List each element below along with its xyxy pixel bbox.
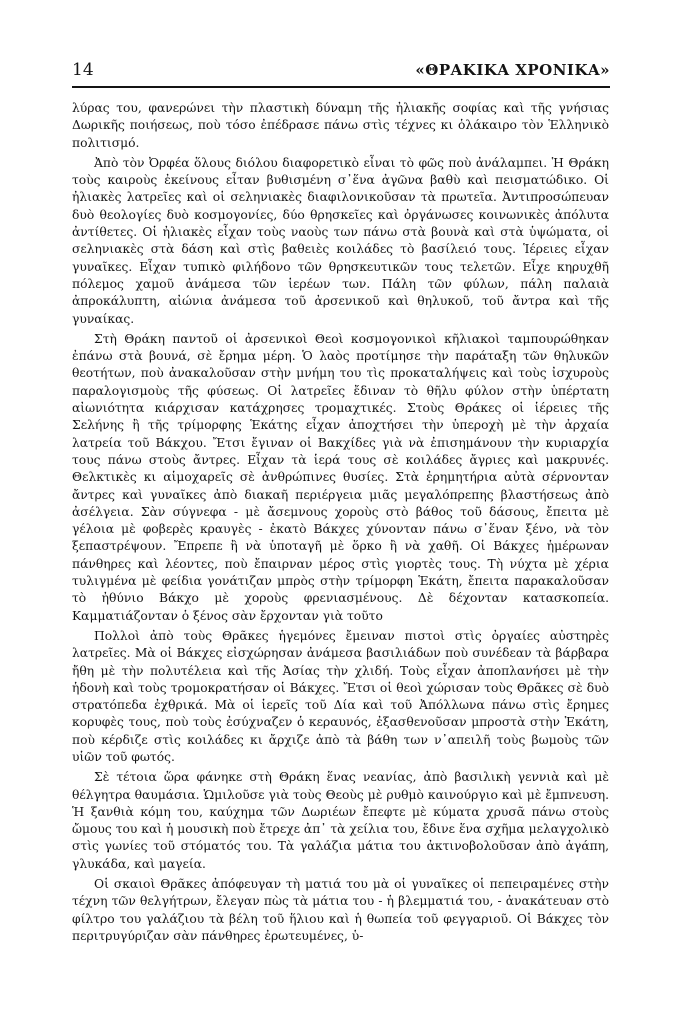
paragraph: Ἀπὸ τὸν Ὀρφέα ὅλους διόλου διαφορετικὸ εἶναι τὸ φῶς ποὺ ἀνάλαμπει. Ἡ Θράκη τοὺς καιροὺς ἐκείνους εἶταν βυθισμένη σ᾿ἕνα ἀγῶνα βαθὺ καὶ πεισματώδικο. Οἱ ἠλιακὲς λατρεῖες καὶ οἱ σεληνιακὲς διαφιλονικοῦσαν τὰ πρωτεῖα. Ἀντιπροσώπευαν δυὸ θεολογίες δυὸ κοσμογονίες, δύο θρησκεῖες καὶ ὀργάνωσες κοινωνικὲς ἀπόλυτα ἀντίθετες. Οἱ ἠλιακὲς εἶχαν τοὺς ναοὺς των πάνω στὰ βουνὰ καὶ στὰ ὑψώματα, οἱ σεληνιακὲς στὰ δάση καὶ στὶς βαθειὲς κοιλάδες τὸ βασίλειό τους. Ἱέρειες εἶχαν γυναῖκες. Εἶχαν τυπικὸ φιλήδονο τῶν θρησκευτικῶν τους τελετῶν. Εἶχε κηρυχθῆ πόλεμος χαμοῦ ἀνάμεσα τῶν ἱερέων των. Πάλη τῶν φύλων, πάλη παλαιὰ ἀπροκάλυπτη, αἰώνια ἀνάμεσα τοῦ ἀρσενικοῦ καὶ θηλυκοῦ, τοῦ ἄντρα καὶ τῆς γυναίκας. [72,155,609,326]
paragraph: Στὴ Θράκη παντοῦ οἱ ἀρσενικοὶ Θεοὶ κοσμογονικοὶ κῆλιακοὶ ταμπουρώθηκαν ἐπάνω στὰ βουνά, σὲ ἔρημα μέρη. Ὁ λαὸς προτίμησε τὴν παράταξη τῶν θηλυκῶν θεοτήτων, ποὺ ἀνακαλοῦσαν στὴν μνήμη του τὶς προκαταλήψεις καὶ τοὺς ἰσχυροὺς παραλογισμοὺς τῆς φύσεως. Οἱ λατρεῖες ἔδιναν τὸ θῆλυ φύλον στὴν ὑπέρτατη αἰωνιότητα κιάρχισαν κατάχρησες τρομαχτικές. Στοὺς Θράκες οἱ ἱέρειες τῆς Σελήνης ἢ τῆς τρίμορφης Ἑκάτης εἶχαν ἀποχτήσει τὴν ὑπεροχὴ μὲ τὴν ἀρχαία λατρεία τοῦ Βάκχου. Ἔτσι ἔγιναν οἱ Βακχίδες γιὰ νὰ ἐπισημάνουν τὴν κυριαρχία τους πάνω στοὺς ἄντρες. Εἶχαν τὰ ἱερά τους σὲ κοιλάδες ἄγριες καὶ μακρυνές. Θελκτικὲς κι αἱμοχαρεῖς σὲ ἀνθρώπινες θυσίες. Στὰ ἐρημητήρια αὐτὰ σέρνονταν ἄντρες καὶ γυναῖκες ἀπὸ διακαῆ περιέργεια μιᾶς μεγαλόπρεπης βλαστήσεως ἀπὸ ἀσέλγεια. Σὰν σύγνεφα - μὲ ἄσεμνους χοροὺς στὸ βάθος τοῦ δάσους, ἔπειτα μὲ γέλοια μὲ φοβερὲς κραυγὲς - ἐκατὸ Βάκχες χύνονταν πάνω σ᾿ἕναν ξένο, νὰ τὸν ξεπαστρέψουν. Ἔπρεπε ἢ νὰ ὑποταγῆ μὲ ὅρκο ἢ νὰ χαθῆ. Οἱ Βάκχες ἡμέρωναν πάνθηρες καὶ λέοντες, ποὺ ἔπαιρναν μέρος στὶς γιορτὲς τους. Τὴ νύχτα μὲ χέρια τυλιγμένα μὲ φείδια γονάτιζαν μπρὸς στὴν τρίμορφη Ἑκάτη, ἔπειτα παρακαλοῦσαν τὸ ἠθύνιο Βάκχο μὲ χοροὺς φρενιασμένους. Δὲ δέχονταν κατασκοπεία. Καμματιάζονταν ὁ ξένος σὰν ἔρχονταν γιὰ τοῦτο [72,331,609,623]
paragraph: Οἱ σκαιοὶ Θρᾶκες ἀπόφευγαν τὴ ματιά του μὰ οἱ γυναῖκες οἱ πεπειραμένες στὴν τέχνη τῶν θελγήτρων, ἔλεγαν πὼς τὰ μάτια του - ἡ βλεμματιά του, - ἀνακάτευαν στὸ φίλτρο του γαλάζιου τὰ βέλη τοῦ ἥλιου καὶ ἡ θωπεία τοῦ φεγγαριοῦ. Οἱ Βάκχες τὸν περιτρυγύριζαν σὰν πάνθηρες ἐρωτευμένες, ὑ- [72,877,609,943]
paragraph: λύρας του, φανερώνει τὴν πλαστικὴ δύναμη τῆς ἠλιακῆς σοφίας καὶ τῆς γνήσιας Δωρικῆς ποιήσεως, ποὺ τόσο ἐπέδρασε πάνω στὶς τέχνες κι ὁλάκαιρο τὸν Ἑλληνικὸ πολιτισμό. [72,101,609,150]
page-number: 14 [72,60,94,80]
running-title: «ΘΡΑΚΙΚΑ ΧΡΟΝΙΚΑ» [415,61,610,79]
article-body [72,100,609,948]
paragraph: Πολλοὶ ἀπὸ τοὺς Θρᾶκες ἡγεμόνες ἔμειναν πιστοὶ στὶς ὀργαίες αὐστηρὲς λατρεῖες. Μὰ οἱ Βάκχες εἰσχώρησαν ἀνάμεσα βασιλιάδων ποὺ συνέδεαν τὰ βάρβαρα ἤθη μὲ τὴν πολυτέλεια καὶ τῆς Ἀσίας τὴν χλιδή. Τοὺς εἶχαν ἀποπλανήσει μὲ τὴν ἡδονὴ καὶ τοὺς τρομοκρατήσαν οἱ Βάκχες. Ἔτσι οἱ θεοὶ χώρισαν τοὺς Θρᾶκες σὲ δυὸ στρατόπεδα ἐχθρικά. Μὰ οἱ ἱερεῖς τοῦ Δία καὶ τοῦ Ἀπόλλωνα πάνω στὶς ἔρημες κορυφὲς τους, ποὺ τοὺς ἐσύχναζεν ὁ κεραυνός, ἐξασθενοῦσαν μπροστὰ στὴν Ἑκάτη, ποὺ κέρδιζε στὶς κοιλάδες κι ἄρχιζε ἀπὸ τὰ βάθη των ν᾿απειλῆ τοὺς βωμοὺς τῶν υἱῶν τοῦ φωτός. [72,628,609,764]
header-rule [72,86,610,88]
page-header [72,60,610,84]
paragraph: Σὲ τέτοια ὥρα φάνηκε στὴ Θράκη ἕνας νεανίας, ἀπὸ βασιλικὴ γεννιὰ καὶ μὲ θέλγητρα θαυμάσια. Ὡμιλοῦσε γιὰ τοὺς Θεοὺς μὲ ρυθμὸ καινούργιο καὶ μὲ ἔμπνευση. Ἡ ξανθιὰ κόμη του, καύχημα τῶν Δωριέων ἔπεφτε μὲ κύματα χρυσᾶ πάνω στοὺς ὤμους του καὶ ἡ μουσικὴ ποὺ ἔτρεχε ἀπ᾿ τὰ χείλια του, ἔδινε ἕνα σχῆμα μελαγχολικὸ στὶς γωνίες τοῦ στόματός του. Τὰ γαλάζια μάτια του ἀκτινοβολοῦσαν ἀπὸ ἀγάπη, γλυκάδα, καὶ μαγεία. [72,770,610,871]
